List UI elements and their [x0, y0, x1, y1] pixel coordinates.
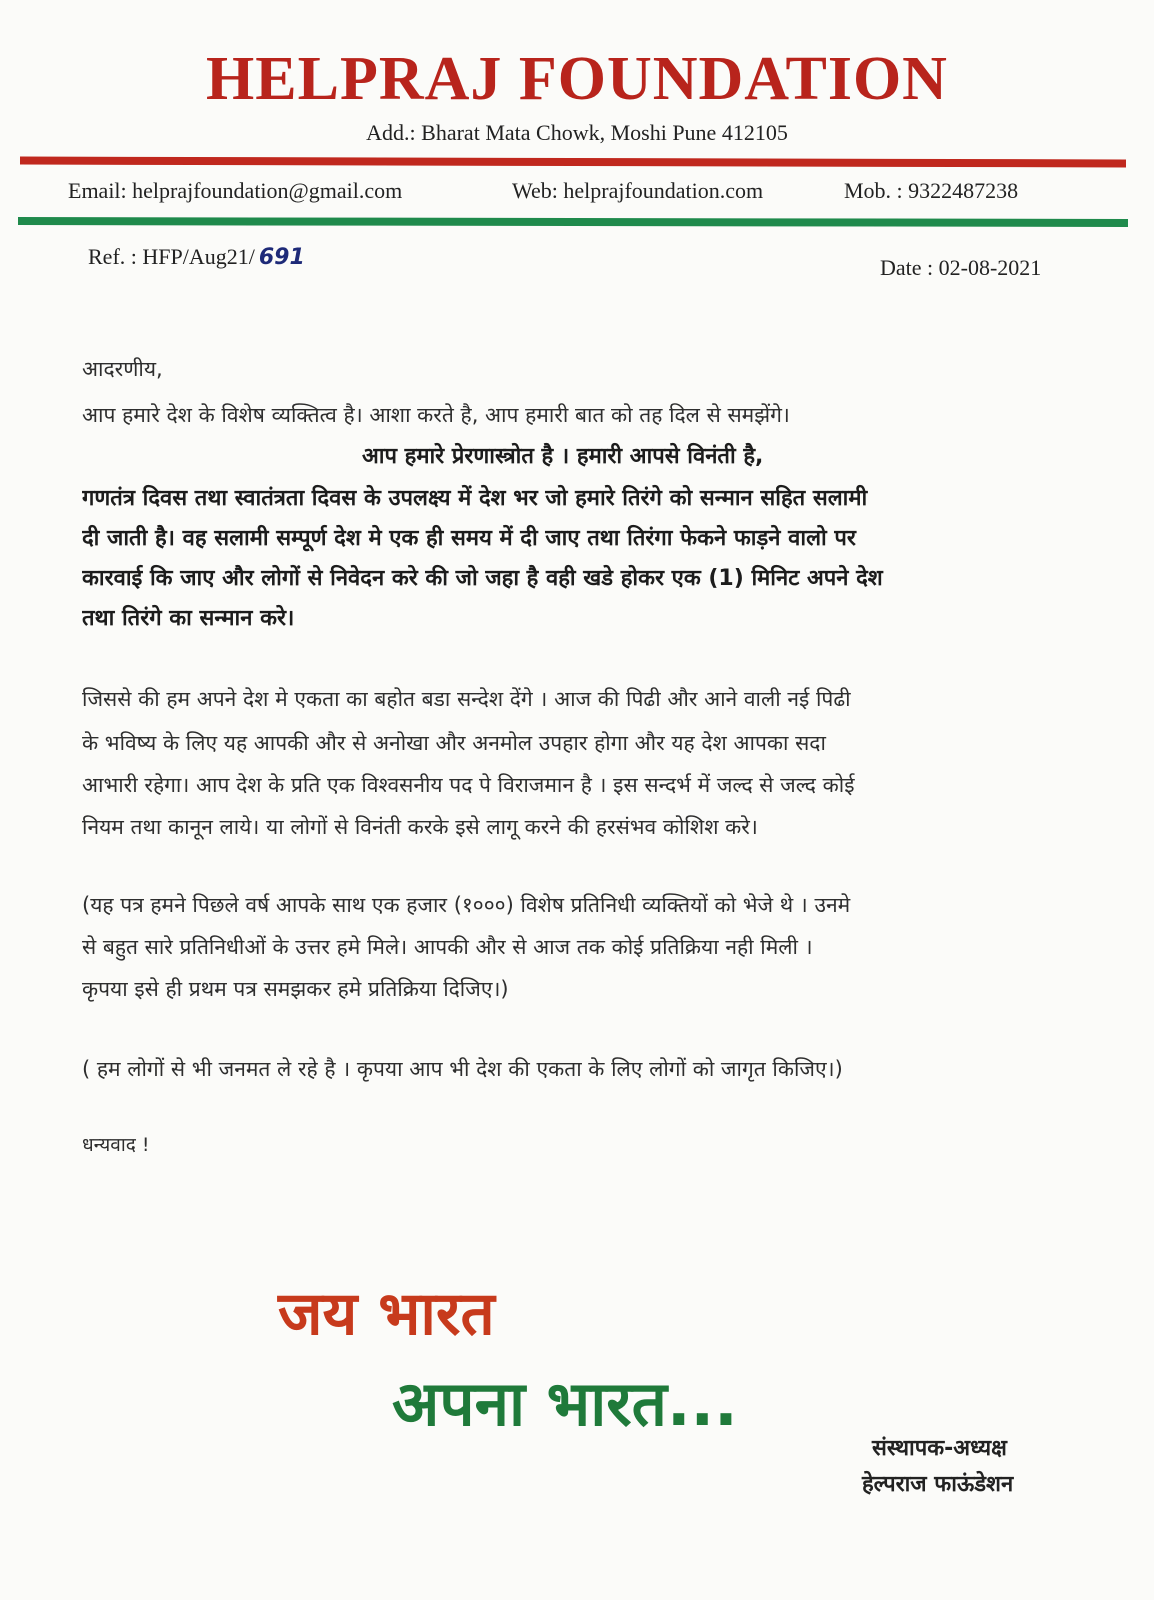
slogan-apna-bharat: अपना भारत...: [392, 1367, 738, 1440]
signatory-title: संस्थापक-अध्यक्ष: [872, 1436, 1007, 1461]
paragraph-3-line: (यह पत्र हमने पिछले वर्ष आपके साथ एक हजार (१०००) विशेष प्रतिनिधी व्यक्तियों को भेजे थे । उनमे: [82, 893, 851, 917]
slogan-jay-bharat: जय भारत: [278, 1279, 495, 1349]
thanks: धन्यवाद !: [82, 1134, 150, 1156]
bold-heading: आप हमारे प्रेरणास्त्रोत है । हमारी आपसे विनंती है,: [362, 444, 764, 469]
paragraph-2-line: आभारी रहेगा। आप देश के प्रति एक विश्वसनीय पद पे विराजमान है । इस सन्दर्भ में जल्द से जल्द कोई: [82, 773, 855, 797]
intro-line: आप हमारे देश के विशेष व्यक्तित्व है। आशा करते है, आप हमारी बात को तह दिल से समझेंगे।: [82, 403, 790, 427]
contact-row: [68, 178, 1068, 210]
paragraph-4-line: ( हम लोगों से भी जनमत ले रहे है । कृपया आप भी देश की एकता के लिए लोगों को जागृत किजिए।): [82, 1057, 843, 1081]
contact-email: Email: helprajfoundation@gmail.com: [68, 178, 403, 203]
header-divider-red: [20, 157, 1126, 168]
org-address: Add.: Bharat Mata Chowk, Moshi Pune 412105: [366, 120, 788, 145]
header-divider-green: [18, 217, 1128, 227]
paragraph-3-line: से बहुत सारे प्रतिनिधीओं के उत्तर हमे मिले। आपकी और से आज तक कोई प्रतिक्रिया नही मिली ।: [82, 935, 813, 959]
letter-date: Date : 02-08-2021: [880, 255, 1042, 280]
salutation: आदरणीय,: [82, 357, 163, 381]
bold-paragraph-line: दी जाती है। वह सलामी सम्पूर्ण देश मे एक ही समय में दी जाए तथा तिरंगा फेकने फाड़ने वालो पर: [82, 526, 856, 551]
paragraph-2-line: के भविष्य के लिए यह आपकी और से अनोखा और अनमोल उपहार होगा और यह देश आपका सदा: [82, 731, 826, 755]
paragraph-2-line: नियम तथा कानून लाये। या लोगों से विनंती करके इसे लागू करने की हरसंभव कोशिश करे।: [82, 815, 758, 839]
reference-label: Ref. : HFP/Aug21/: [88, 244, 255, 269]
bold-paragraph-line: गणतंत्र दिवस तथा स्वातंत्रता दिवस के उपलक्ष्य में देश भर जो हमारे तिरंगे को सन्मान सहित सलामी: [82, 486, 868, 511]
signatory-org: हेल्पराज फाऊंडेशन: [862, 1472, 1014, 1497]
bold-paragraph-line: तथा तिरंगे का सन्मान करे।: [82, 606, 295, 631]
org-name: HELPRAJ FOUNDATION: [206, 45, 948, 113]
contact-mobile: Mob. : 9322487238: [844, 178, 1019, 203]
paragraph-2-line: जिससे की हम अपने देश मे एकता का बहोत बडा सन्देश देंगे । आज की पिढी और आने वाली नई पिढी: [82, 687, 851, 711]
paragraph-3-line: कृपया इसे ही प्रथम पत्र समझकर हमे प्रतिक्रिया दिजिए।): [82, 977, 509, 1001]
contact-web: Web: helprajfoundation.com: [512, 178, 764, 203]
bold-paragraph-line: कारवाई कि जाए और लोगों से निवेदन करे की जो जहा है वही खडे होकर एक (1) मिनिट अपने देश: [82, 566, 883, 591]
reference-number-handwritten: 691: [258, 245, 305, 270]
reference: [88, 244, 305, 270]
